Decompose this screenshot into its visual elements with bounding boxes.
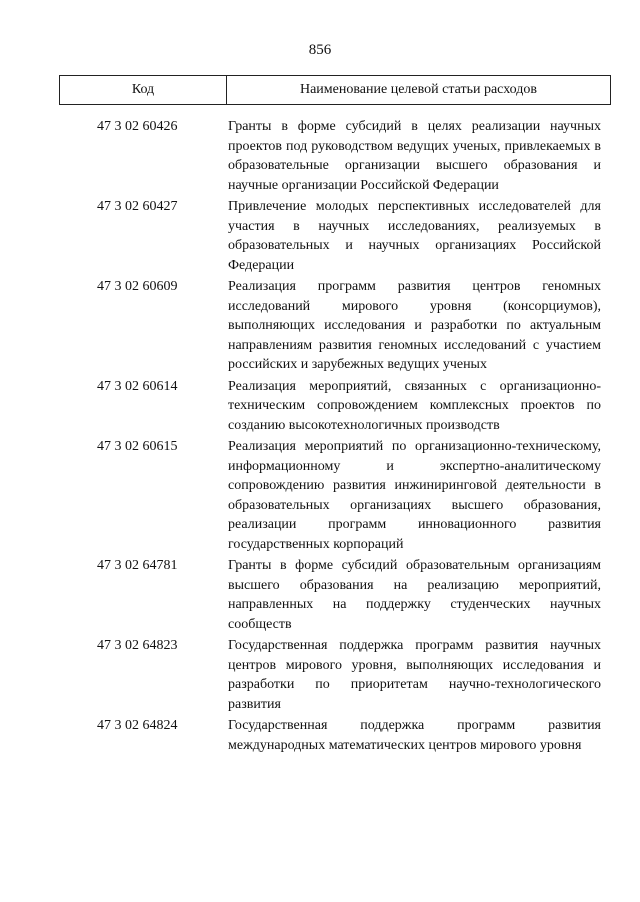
table-header [59,75,611,105]
table-row [0,716,640,755]
row-description: Гранты в форме субсидий в целях реализации научных проектов под руководством ведущих ученых, привлекаемых в образовательные организации высшего образования и научные организации Российской Федерации [228,119,601,193]
row-code: 47 3 02 60614 [97,378,178,394]
row-code: 47 3 02 60426 [97,119,178,134]
table-row [0,377,640,436]
table-row [0,636,640,714]
row-description: Государственная поддержка программ развития международных математических центров мирового уровня [228,718,601,753]
row-code: 47 3 02 60427 [97,199,178,214]
row-code: 47 3 02 64781 [97,558,178,573]
row-description: Реализация мероприятий по организационно-техническому, информационному и экспертно-аналитическому сопровождению развития инжиниринговой деятельности в образовательных организациях высшего образования, реализации программ инновационного развития государственных корпораций [228,439,601,552]
row-description: Привлечение молодых перспективных исследователей для участия в научных исследованиях, реализуемых в образовательных и научных организациях Российской Федерации [228,199,601,273]
header-name-column: Наименование целевой статьи расходов [299,82,538,97]
row-description: Реализация программ развития центров геномных исследований мирового уровня (консорциумов), выполняющих исследования и разработки по актуальным направлениям развития геномных исследований с участием российских и зарубежных ведущих ученых [228,279,601,372]
row-code: 47 3 02 60615 [97,439,178,454]
header-code-column: Код [60,76,227,104]
table-row [0,437,640,554]
row-code: 47 3 02 64824 [97,718,178,733]
table-row [0,556,640,634]
table-row [0,197,640,275]
row-description: Реализация мероприятий, связанных с организационно-техническим сопровождением комплексных проектов по созданию высокотехнологичных производств [228,378,601,433]
row-description: Государственная поддержка программ развития научных центров мирового уровня, выполняющих исследования и разработки по приоритетам научно-технологического развития [228,638,601,712]
row-description: Гранты в форме субсидий образовательным организациям высшего образования на реализацию мероприятий, направленных на поддержку студенческих научных сообществ [228,558,601,632]
table-body [0,117,640,757]
row-code: 47 3 02 64823 [97,638,178,653]
table-row [0,117,640,195]
table-row [0,277,640,375]
row-code: 47 3 02 60609 [97,279,178,294]
page-number: 856 [308,42,332,58]
